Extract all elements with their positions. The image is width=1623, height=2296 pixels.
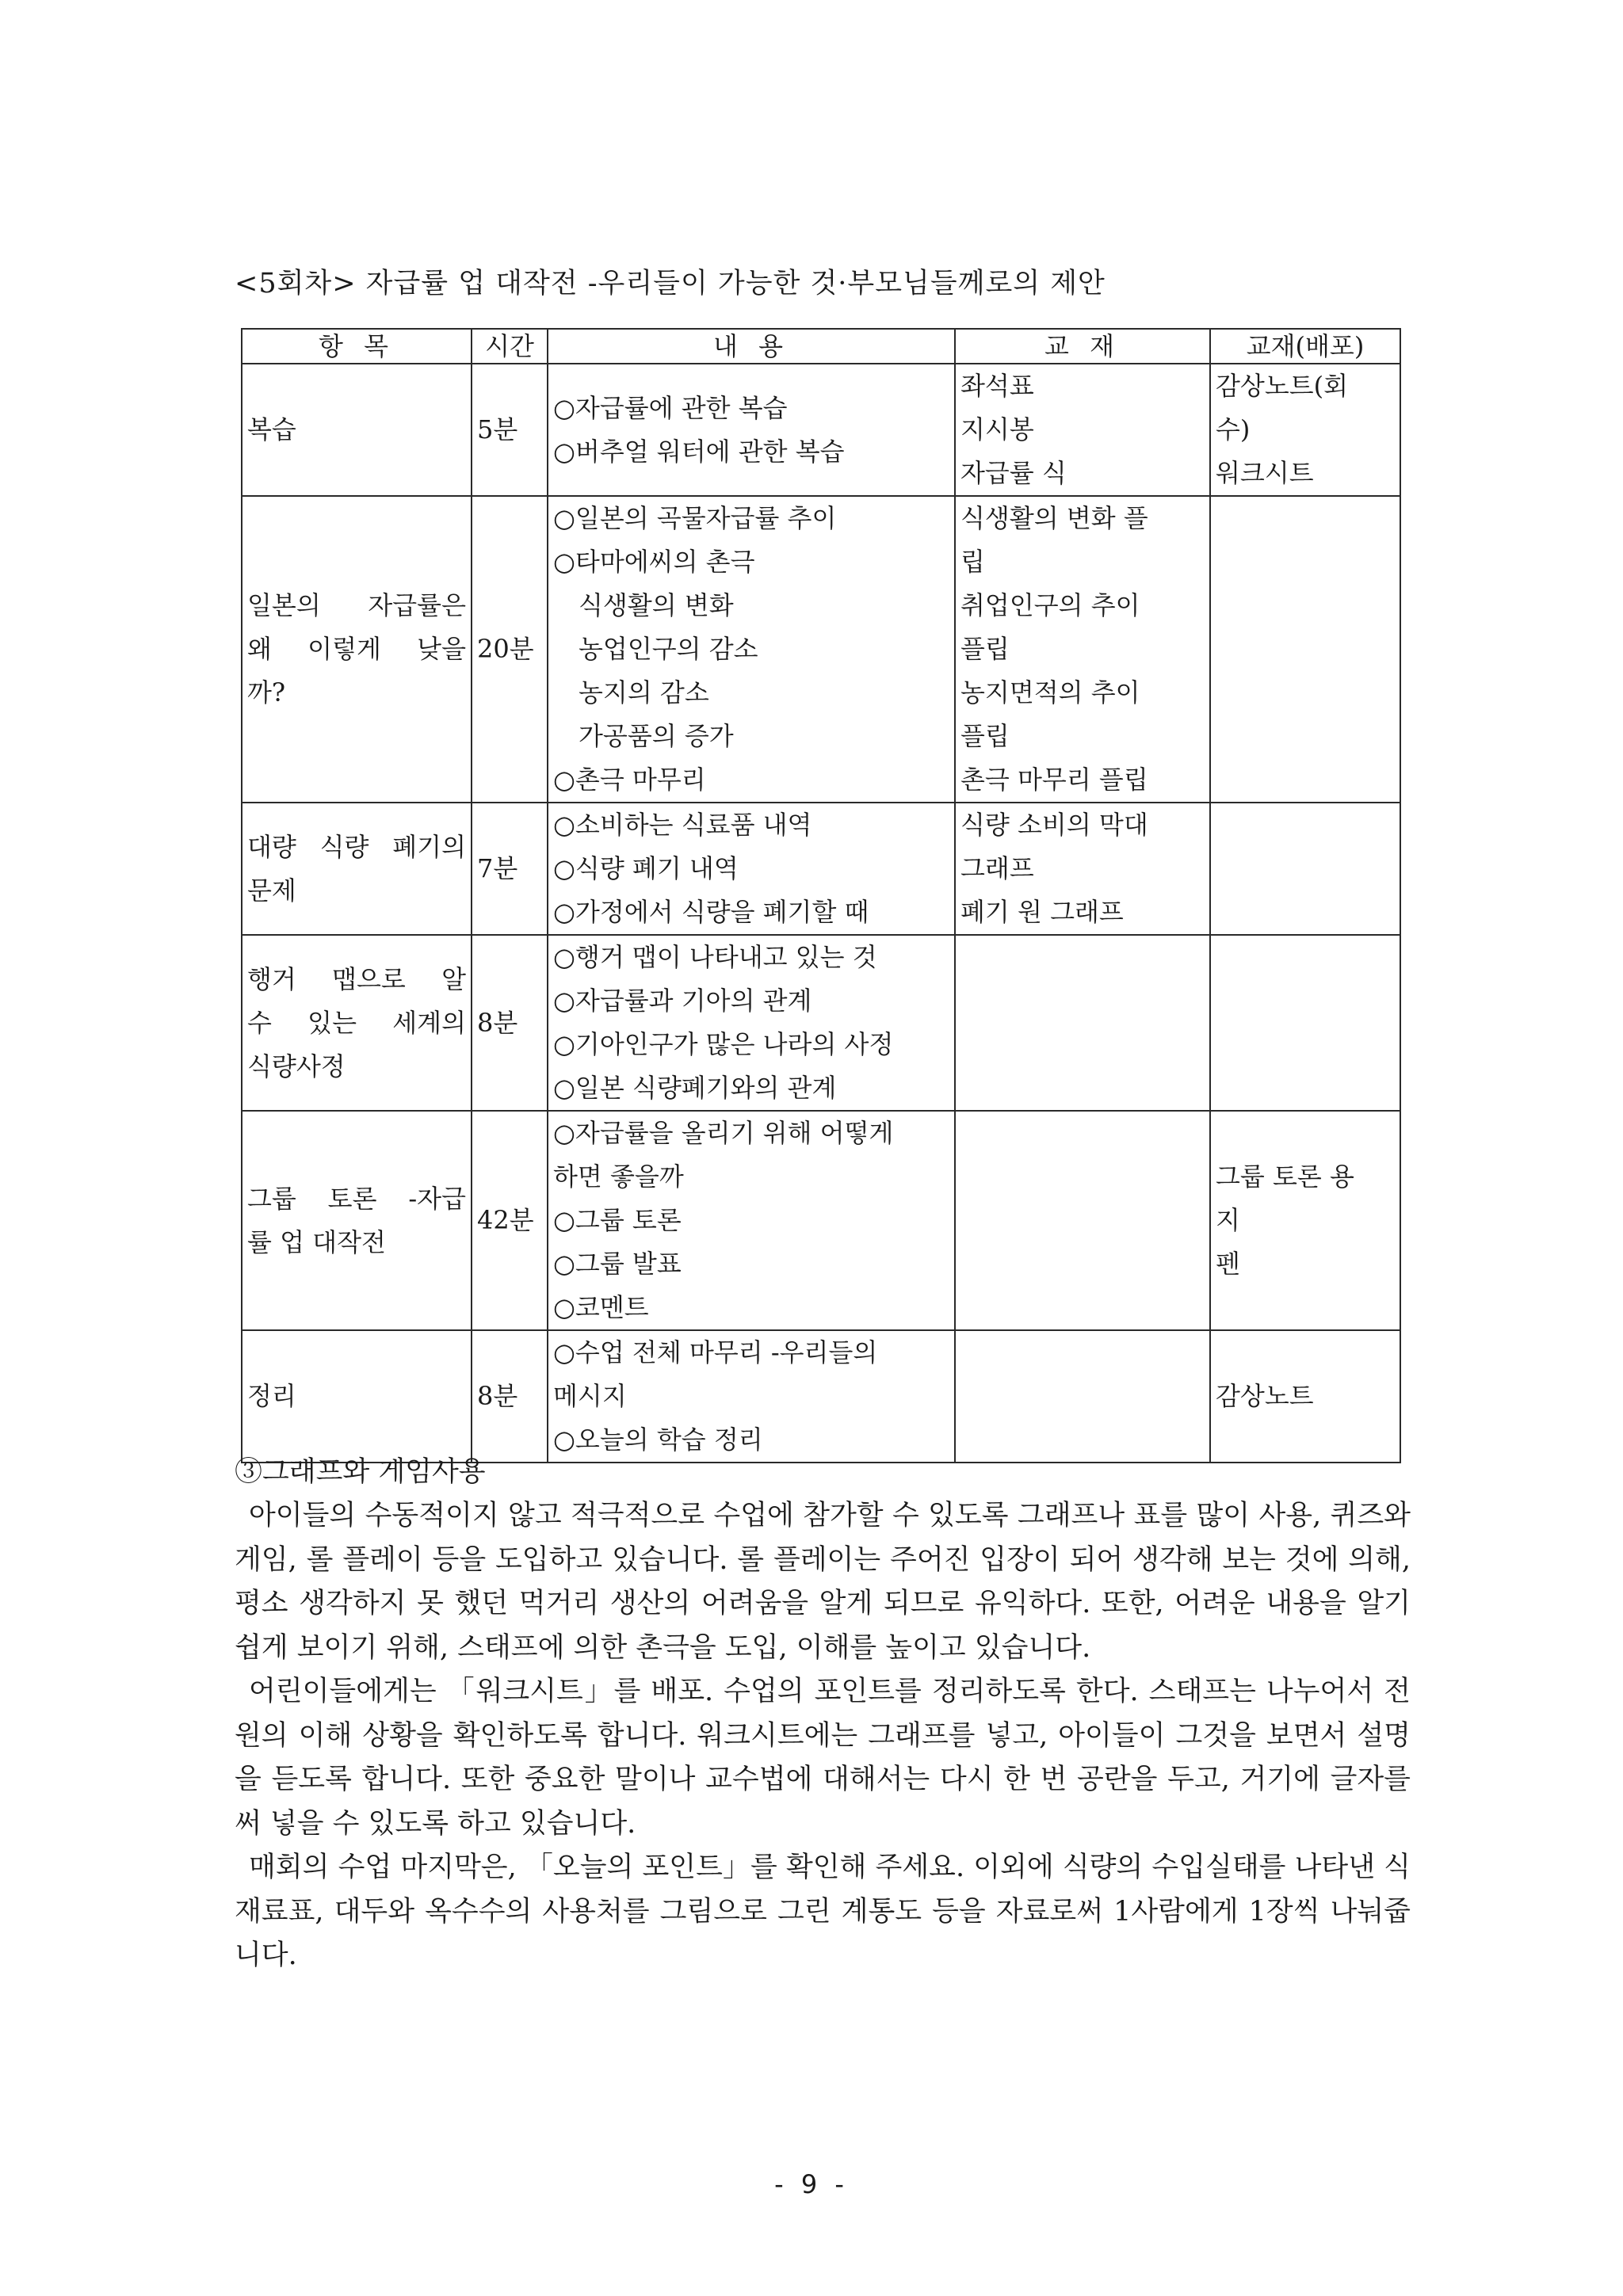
time-cell: 7분 [472,803,548,935]
content-line: 가공품의 증가 [579,721,734,751]
item-line: 률 업 대작전 [247,1226,386,1257]
content-line: ○행거 맵이 나타내고 있는 것 [553,942,877,972]
table-row [242,1330,1400,1463]
material-cell [955,1111,1210,1330]
material-line: 좌석표 [960,371,1034,401]
time-cell: 8분 [472,1330,548,1463]
handout-cell [1210,935,1400,1111]
section-heading: ③그래프와 게임사용 [235,1456,486,1488]
page-title: <5회차> 자급률 업 대작전 -우리들이 가능한 것·부모님들께로의 제안 [235,268,1106,299]
paragraph: 매회의 수업 마지막은, 「오늘의 포인트」를 확인해 주세요. 이외에 식량의 수입실태를 나타낸 식재료표, 대두와 옥수수의 사용처를 그림으로 그린 계통도 등을 자료로써 1사람에게 1장씩 나눠줍니다. [235,1852,1411,1971]
table-row [242,364,1400,496]
material-line: 플립 [960,634,1010,664]
material-line: 농지면적의 추이 [960,677,1140,707]
handout-line: 그룹 토론 용 [1216,1161,1354,1192]
item-line: 수 있는 세계의 [247,1007,466,1038]
material-cell [955,803,1210,935]
handout-cell [1210,803,1400,935]
content-line: ○타마에씨의 촌극 [553,547,755,577]
item-line: 대량 식량 폐기의 [247,831,466,862]
item-line: 일본의 자급률은 [247,590,466,620]
content-line: ○식량 폐기 내역 [553,853,739,883]
material-cell [955,935,1210,1111]
item-line: 식량사정 [247,1051,346,1081]
handout-cell [1210,364,1400,496]
item-line: 정리 [247,1381,296,1411]
handout-line: 감상노트 [1216,1381,1314,1411]
material-line: 폐기 원 그래프 [960,897,1124,927]
item-cell [242,1111,472,1330]
content-cell [548,803,955,935]
material-cell [955,1330,1210,1463]
content-line: 메시지 [553,1381,627,1411]
content-line: ○기아인구가 많은 나라의 사정 [553,1029,894,1059]
material-line: 취업인구의 추이 [960,590,1140,620]
content-cell [548,1111,955,1330]
handout-cell [1210,496,1400,803]
handout-cell [1210,1330,1400,1463]
material-cell [955,496,1210,803]
content-line: ○촌극 마무리 [553,765,706,795]
material-cell [955,364,1210,496]
material-line: 그래프 [960,853,1034,883]
content-line: ○오늘의 학습 정리 [553,1425,763,1455]
handout-cell [1210,1111,1400,1330]
time-cell: 5분 [472,364,548,496]
handout-line: 워크시트 [1216,458,1314,488]
handout-line: 지 [1216,1205,1240,1235]
content-cell [548,1330,955,1463]
table-row [242,1111,1400,1330]
item-line: 문제 [247,875,296,906]
content-line: 식생활의 변화 [579,590,734,620]
header-time: 시간 [472,329,548,364]
item-line: 복습 [247,414,296,444]
time-cell: 8분 [472,935,548,1111]
header-material: 교 재 [955,329,1210,364]
content-line: 하면 좋을까 [553,1161,684,1192]
content-cell [548,364,955,496]
content-line: ○코멘트 [553,1292,649,1322]
material-line: 식생활의 변화 플 [960,503,1148,533]
content-line: 농업인구의 감소 [579,634,758,664]
paragraph: 아이들의 수동적이지 않고 적극적으로 수업에 참가할 수 있도록 그래프나 표를 많이 사용, 퀴즈와 게임, 롤 플레이 등을 도입하고 있습니다. 롤 플레이는 주어진 입장이 되어 생각해 보는 것에 의해, 평소 생각하지 못 했던 먹거리 생산의 어려움을 알게 되므로 유익하다. 또한, 어려운 내용을 알기 쉽게 보이기 위해, 스태프에 의한 촌극을 도입, 이해를 높이고 있습니다. [235,1500,1411,1664]
content-line: ○그룹 토론 [553,1205,682,1235]
item-line: 그룹 토론 -자급 [247,1183,466,1214]
item-cell [242,935,472,1111]
item-cell [242,803,472,935]
item-cell [242,1330,472,1463]
content-line: ○수업 전체 마무리 -우리들의 [553,1337,878,1367]
header-content: 내 용 [548,329,955,364]
item-line: 행거 맵으로 알 [247,963,466,994]
content-line: ○자급률과 기아의 관계 [553,986,812,1016]
lesson-plan-table [241,328,1401,1463]
content-line: ○가정에서 식량을 폐기할 때 [553,897,869,927]
content-line: ○자급률을 올리기 위해 어떻게 [553,1118,894,1148]
item-line: 왜 이렇게 낮을 [247,634,466,664]
content-line: ○버추얼 워터에 관한 복습 [553,436,845,467]
handout-line: 수) [1216,414,1251,444]
time-cell: 42분 [472,1111,548,1330]
table-row [242,803,1400,935]
content-line: ○그룹 발표 [553,1249,682,1279]
page-number: - 9 - [774,2169,849,2199]
material-line: 식량 소비의 막대 [960,810,1148,840]
content-line: ○소비하는 식료품 내역 [553,810,812,840]
handout-line: 펜 [1216,1249,1240,1279]
material-line: 촌극 마무리 플립 [960,765,1148,795]
material-line: 지시봉 [960,414,1034,444]
table-row [242,935,1400,1111]
header-handout: 교재(배포) [1210,329,1400,364]
table-row [242,496,1400,803]
material-line: 자급률 식 [960,458,1067,488]
paragraph: 어린이들에게는 「워크시트」를 배포. 수업의 포인트를 정리하도록 한다. 스태프는 나누어서 전원의 이해 상황을 확인하도록 합니다. 워크시트에는 그래프를 넣고, 아이들이 그것을 보면서 설명을 듣도록 합니다. 또한 중요한 말이나 교수법에 대해서는 다시 한 번 공란을 두고, 거기에 글자를 써 넣을 수 있도록 하고 있습니다. [235,1676,1411,1840]
content-line: ○일본 식량폐기와의 관계 [553,1073,837,1103]
table-header-row [242,329,1400,364]
table-body [242,364,1400,1463]
content-cell [548,935,955,1111]
content-line: 농지의 감소 [579,677,709,707]
item-cell [242,364,472,496]
item-cell [242,496,472,803]
header-item: 항 목 [242,329,472,364]
material-line: 플립 [960,721,1010,751]
content-line: ○자급률에 관한 복습 [553,392,788,423]
time-cell: 20분 [472,496,548,803]
content-line: ○일본의 곡물자급률 추이 [553,503,837,533]
body-text [235,1494,1411,1978]
handout-line: 감상노트(회 [1216,371,1349,401]
material-line: 립 [960,547,985,577]
item-line: 까? [247,677,286,707]
content-cell [548,496,955,803]
